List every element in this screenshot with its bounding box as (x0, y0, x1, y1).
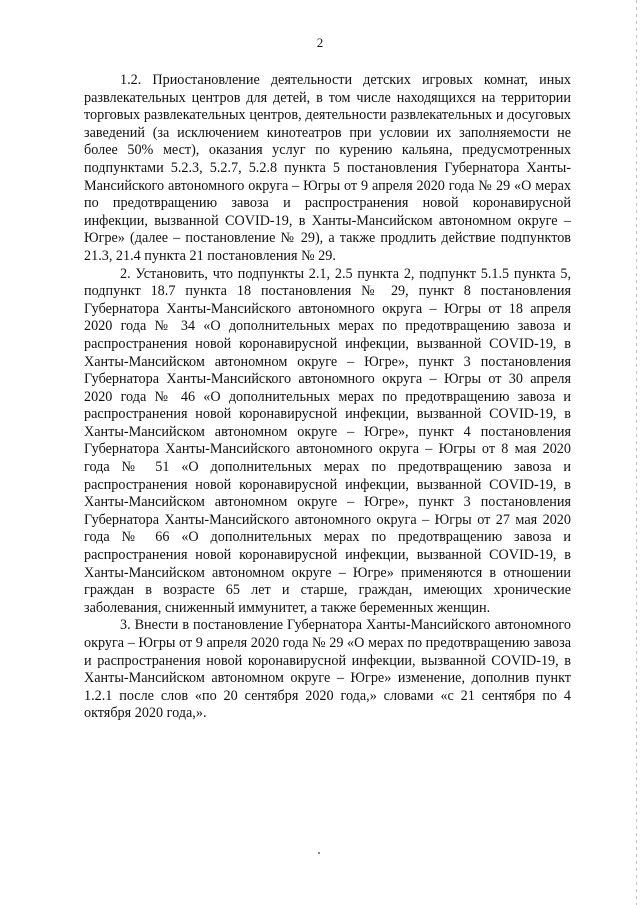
document-body (84, 72, 571, 723)
paragraph-1-2: 1.2. Приостановление деятельности детских игровых комнат, иных развлекательных центров для детей, в том числе находящихся на территории торговых развлекательных центров, деятельности развлекательных и досуговых заведений (за исключением кинотеатров при условии их заполняемости не более 50% мест), оказания услуг по курению кальяна, предусмотренных подпунктами 5.2.3, 5.2.7, 5.2.8 пункта 5 постановления Губернатора Ханты-Мансийского автономного округа – Югры от 9 апреля 2020 года № 29 «О мерах по предотвращению завоза и распространения новой коронавирусной инфекции, вызванной COVID-19, в Ханты-Мансийском автономном округе – Югре» (далее – постановление № 29), а также продлить действие подпунктов 21.3, 21.4 пункта 21 постановления № 29. (84, 72, 571, 264)
paragraph-3: 3. Внести в постановление Губернатора Ханты-Мансийского автономного округа – Югры от 9 апреля 2020 года № 29 «О мерах по предотвращению завоза и распространения новой коронавирусной инфекции, вызванной COVID-19, в Ханты-Мансийском автономном округе – Югре» изменение, дополнив пункт 1.2.1 после слов «по 20 сентября 2020 года,» словами «с 21 сентября по 4 октября 2020 года,». (84, 617, 571, 722)
page-number: 2 (316, 35, 324, 50)
scan-edge-artifact (636, 0, 637, 905)
paragraph-2: 2. Установить, что подпункты 2.1, 2.5 пункта 2, подпункт 5.1.5 пункта 5, подпункт 18.7 пункта 18 постановления № 29, пункт 8 постановления Губернатора Ханты-Мансийского автономного округа – Югры от 18 апреля 2020 года № 34 «О дополнительных мерах по предотвращению завоза и распространения новой коронавирусной инфекции, вызванной COVID-19, в Ханты-Мансийском автономном округе – Югре», пункт 3 постановления Губернатора Ханты-Мансийского автономного округа – Югры от 30 апреля 2020 года № 46 «О дополнительных мерах по предотвращению завоза и распространения новой коронавирусной инфекции, вызванной COVID-19, в Ханты-Мансийском автономном округе – Югре», пункт 4 постановления Губернатора Ханты-Мансийского автономного округа – Югры от 8 мая 2020 года № 51 «О дополнительных мерах по предотвращению завоза и распространения новой коронавирусной инфекции, вызванной COVID-19, в Ханты-Мансийском автономном округе – Югре», пункт 3 постановления Губернатора Ханты-Мансийского автономного округа – Югры от 27 мая 2020 года № 66 «О дополнительных мерах по предотвращению завоза и распространения новой коронавирусной инфекции, вызванной COVID-19, в Ханты-Мансийском автономном округе – Югре» применяются в отношении граждан в возрасте 65 лет и старше, граждан, имеющих хронические заболевания, сниженный иммунитет, а также беременных женщин. (84, 265, 571, 616)
scan-speck (318, 852, 320, 854)
